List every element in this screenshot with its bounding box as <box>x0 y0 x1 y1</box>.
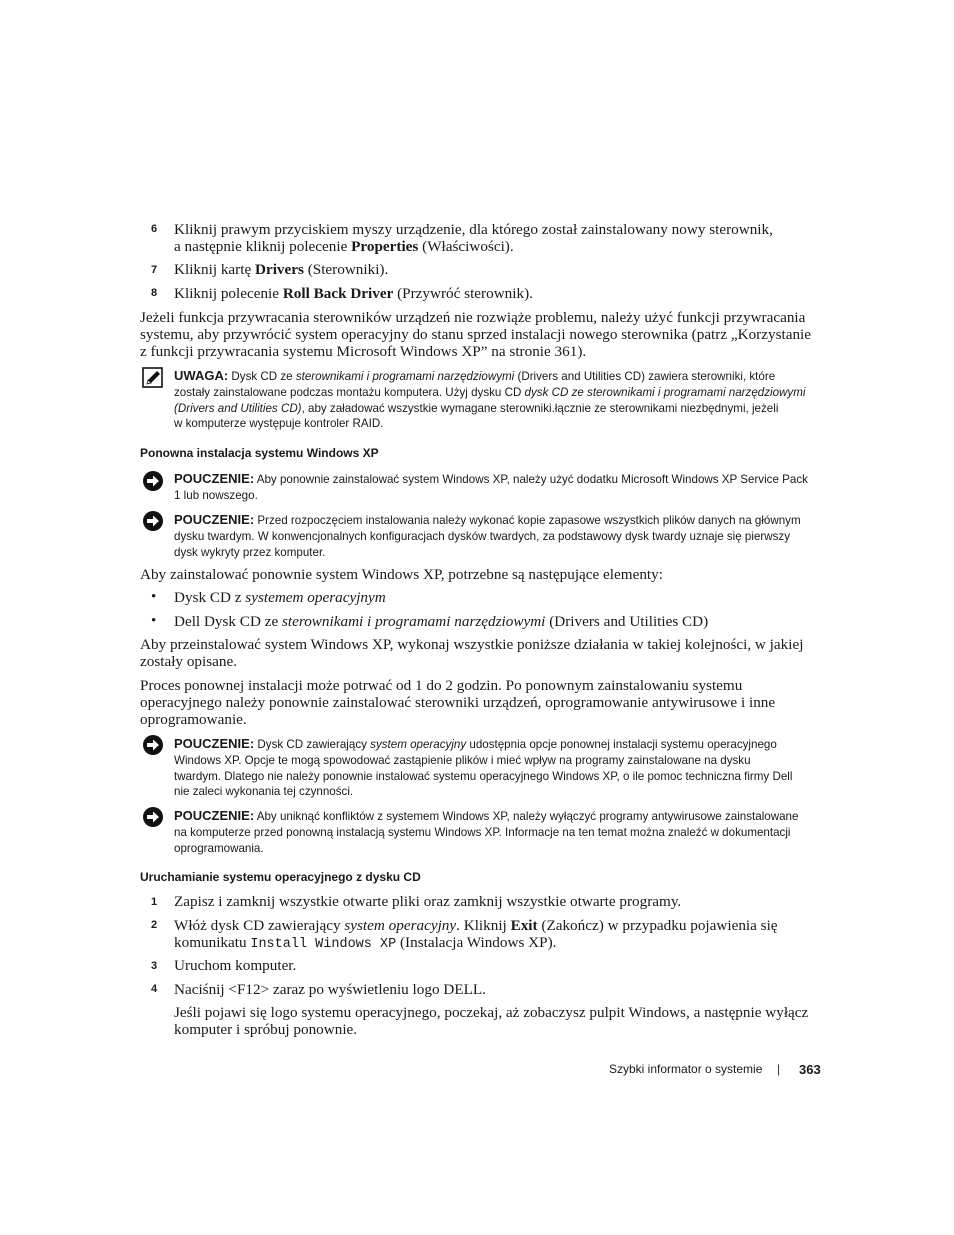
text-run: (Sterowniki). <box>303 261 389 278</box>
note-line <box>174 808 819 825</box>
note-label: POUCZENIE: <box>174 808 255 823</box>
note-line <box>174 512 819 529</box>
note-line <box>174 368 819 385</box>
text-run: Kliknij polecenie <box>174 285 283 302</box>
text-italic: (Drivers and Utilities CD) <box>174 401 302 415</box>
step-number: 7 <box>151 264 158 276</box>
note-line: twardym. Dlatego nie należy ponownie instalować systemu operacyjnego Windows XP, o ile pomoc techniczna firmy Dell <box>174 769 793 783</box>
text-run: a następnie kliknij polecenie <box>174 238 352 255</box>
note-pencil-icon <box>142 367 164 389</box>
step-number: 1 <box>151 896 158 908</box>
text-run: Włóż dysk CD zawierający <box>174 917 345 934</box>
bullet-dot: • <box>151 589 157 605</box>
text-run: komunikatu <box>174 934 251 951</box>
text-italic: system operacyjny <box>370 738 467 751</box>
text-run: (Instalacja Windows XP). <box>396 934 557 951</box>
section-heading: Ponowna instalacja systemu Windows XP <box>140 446 379 460</box>
text-run: Dysk CD ze <box>228 370 296 383</box>
paragraph-line: Proces ponownej instalacji może potrwać od 1 do 2 godzin. Po ponownym zainstalowaniu systemu <box>140 677 743 694</box>
step-number: 2 <box>151 919 158 931</box>
notice-arrow-icon <box>142 510 164 532</box>
text-run: , aby załadować wszystkie wymagane sterowniki.łącznie ze sterownikami niezbędnymi, jeżeli <box>301 401 779 415</box>
paragraph-needed: Aby zainstalować ponownie system Windows XP, potrzebne są następujące elementy: <box>140 566 663 583</box>
text-run: (Zakończ) w przypadku pojawienia się <box>537 917 778 934</box>
step-line: Kliknij prawym przyciskiem myszy urządzenie, dla którego został zainstalowany nowy sterownik, <box>174 221 773 238</box>
text-italic: sterownikami i programami narzędziowymi <box>281 613 546 630</box>
ui-term: Drivers <box>254 261 304 278</box>
step-number: 4 <box>151 983 158 995</box>
text-run: zostały zainstalowane podczas montażu komputera. Użyj dysku CD <box>174 385 525 399</box>
step-text: Uruchom komputer. <box>174 957 297 974</box>
bullet-item <box>174 589 824 606</box>
note-line <box>174 385 819 401</box>
text-run: (Drivers and Utilities CD) <box>545 613 709 630</box>
note-label: UWAGA: <box>174 368 229 383</box>
step-text <box>174 221 824 255</box>
note-line: oprogramowania. <box>174 841 264 855</box>
text-run: Aby uniknąć konfliktów z systemem Windows XP, należy wyłączyć programy antywirusowe zainstalowane <box>254 810 799 823</box>
bullet-dot: • <box>151 613 157 629</box>
paragraph-line: Aby przeinstalować system Windows XP, wykonaj wszystkie poniższe działania w takiej kolejności, w jakiej <box>140 636 804 653</box>
note-label: POUCZENIE: <box>174 471 255 486</box>
text-italic: system operacyjny <box>344 917 457 934</box>
step-number: 6 <box>151 223 158 235</box>
text-run: udostępnia opcje ponownej instalacji systemu operacyjnego <box>466 738 777 751</box>
notice-1 <box>174 471 819 504</box>
note-line: Windows XP. Opcje te mogą spowodować zastąpienie plików i mieć wpływ na programy zainstalowane na dysku <box>174 753 751 767</box>
note-label: POUCZENIE: <box>174 736 255 751</box>
footer-title: Szybki informator o systemie <box>609 1062 763 1076</box>
note-line: nie zaleci wykonania tej czynności. <box>174 785 354 799</box>
step-number: 3 <box>151 960 158 972</box>
code-text: Install Windows XP <box>250 937 397 952</box>
text-run: (Przywróć sterownik). <box>393 285 533 302</box>
ui-term: Roll Back Driver <box>282 285 394 302</box>
text-run: Dysk CD zawierający <box>254 738 371 751</box>
note-line: 1 lub nowszego. <box>174 488 258 502</box>
step-text: Naciśnij <F12> zaraz po wyświetleniu logo DELL. <box>174 981 486 998</box>
notice-arrow-icon <box>142 734 164 756</box>
page-number: 363 <box>799 1062 821 1077</box>
text-italic: systemem operacyjnym <box>245 589 386 606</box>
note-line: w komputerze występuje kontroler RAID. <box>174 417 384 431</box>
paragraph-time <box>140 677 820 728</box>
paragraph-order <box>140 636 820 670</box>
paragraph-line: systemu, aby przywrócić system operacyjny do stanu sprzed instalacji nowego sterownika (patrz „Korzystanie <box>140 326 811 343</box>
text-run: Aby ponownie zainstalować system Windows XP, należy użyć dodatku Microsoft Windows XP Service Pack <box>254 473 808 486</box>
text-italic: sterownikami i programami narzędziowymi <box>295 370 515 383</box>
step-continuation <box>174 1004 824 1038</box>
step-line <box>174 238 824 255</box>
text-run: Kliknij kartę <box>174 261 255 278</box>
paragraph-line: operacyjnego należy ponownie zainstalować sterowniki urządzeń, oprogramowanie antywirusowe i inne <box>140 694 776 711</box>
ui-term: Exit <box>510 917 538 934</box>
note-uwaga <box>174 368 819 432</box>
footer-separator: | <box>777 1062 781 1076</box>
paragraph-line: z funkcji przywracania systemu Microsoft Windows XP” na stronie 361). <box>140 343 587 360</box>
notice-arrow-icon <box>142 806 164 828</box>
note-label: POUCZENIE: <box>174 512 255 527</box>
step-line <box>174 934 824 953</box>
text-run: (Właściwości). <box>418 238 514 255</box>
step-text <box>174 917 824 953</box>
text-run: Dysk CD z <box>174 589 246 606</box>
notice-4 <box>174 808 819 856</box>
step-text <box>174 285 824 302</box>
section-heading: Uruchamianie systemu operacyjnego z dysku CD <box>140 870 421 884</box>
note-line: dysku twardym. W konwencjonalnych konfiguracjach dysków twardych, za podstawowy dysk twardy uznaje się pierwszy <box>174 529 791 543</box>
notice-2 <box>174 512 819 560</box>
text-italic: dysk CD ze sterownikami i programami narzędziowymi <box>524 385 806 399</box>
text-run: (Drivers and Utilities CD) zawiera sterowniki, które <box>514 370 776 383</box>
bullet-item <box>174 613 824 630</box>
notice-3 <box>174 736 819 800</box>
note-line <box>174 471 819 488</box>
note-line: na komputerze przed ponowną instalacją systemu Windows XP. Informacje na ten temat można znaleźć w dokumentacji <box>174 825 791 839</box>
note-line <box>174 401 819 417</box>
ui-term: Properties <box>351 238 419 255</box>
note-line <box>174 736 819 753</box>
step-text: Zapisz i zamknij wszystkie otwarte pliki oraz zamknij wszystkie otwarte programy. <box>174 893 682 910</box>
paragraph-line: zostały opisane. <box>140 653 238 670</box>
notice-arrow-icon <box>142 470 164 492</box>
text-run: Dell Dysk CD ze <box>174 613 282 630</box>
text-run: Przed rozpoczęciem instalowania należy wykonać kopie zapasowe wszystkich plików danych na głównym <box>254 514 801 527</box>
step-line: komputer i spróbuj ponownie. <box>174 1021 358 1038</box>
step-text <box>174 261 824 278</box>
step-line: Jeśli pojawi się logo systemu operacyjnego, poczekaj, aż zobaczysz pulpit Windows, a następnie wyłącz <box>174 1004 809 1021</box>
paragraph-line: oprogramowanie. <box>140 711 247 728</box>
text-run: . Kliknij <box>456 917 511 934</box>
paragraph-line: Jeżeli funkcja przywracania sterowników urządzeń nie rozwiąże problemu, należy użyć funkcji przywracania <box>140 309 806 326</box>
step-number: 8 <box>151 287 158 299</box>
paragraph-rollback <box>140 309 820 360</box>
step-line <box>174 917 824 934</box>
note-line: dysk wykryty przez komputer. <box>174 545 326 559</box>
